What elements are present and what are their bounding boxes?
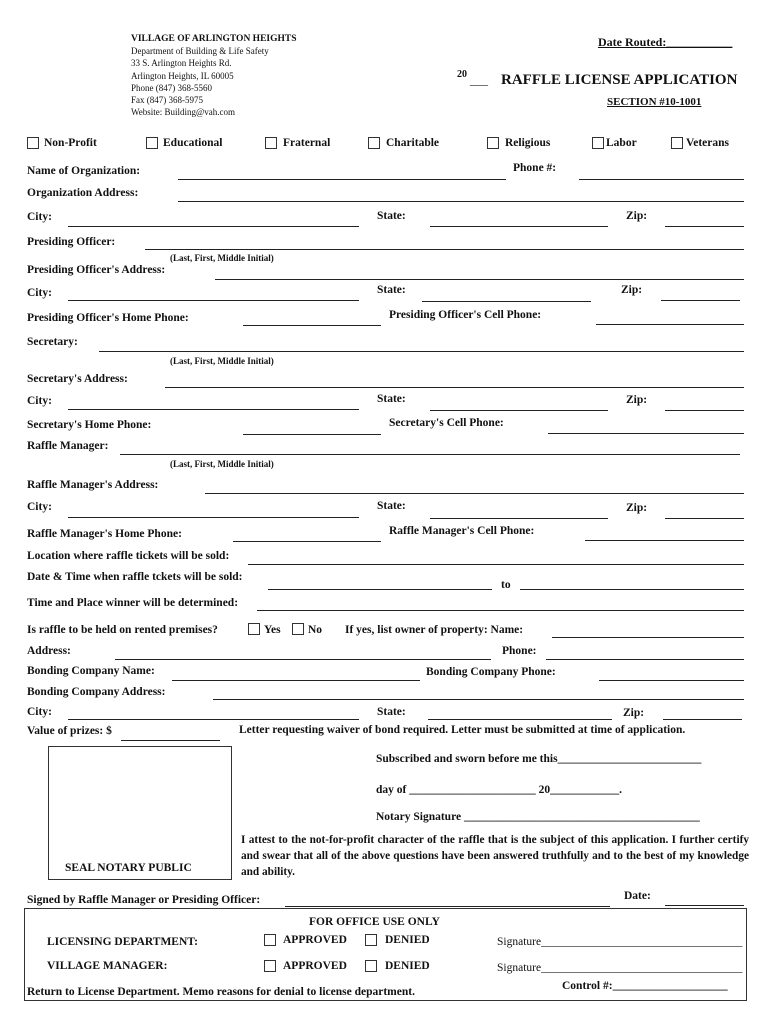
org-name-line[interactable]	[178, 179, 506, 180]
date-time-to-label: to	[501, 579, 511, 591]
bonding-address-label: Bonding Company Address:	[27, 686, 166, 698]
property-phone-label: Phone:	[502, 645, 537, 657]
org-state-line[interactable]	[430, 226, 608, 227]
return-note: Return to License Department. Memo reasons for denial to license department.	[27, 986, 415, 998]
fax-line: Fax (847) 368-5975	[131, 95, 203, 106]
org-state-label: State:	[377, 210, 406, 222]
raffle-manager-address-label: Raffle Manager's Address:	[27, 479, 159, 491]
labor-label: Labor	[606, 137, 637, 149]
seal-notary-label: SEAL NOTARY PUBLIC	[65, 862, 192, 874]
charitable-label: Charitable	[386, 137, 440, 149]
org-phone-line[interactable]	[579, 179, 744, 180]
address-line-1: 33 S. Arlington Heights Rd.	[131, 58, 232, 69]
presiding-cell-phone-line[interactable]	[596, 324, 744, 325]
raffle-manager-label: Raffle Manager:	[27, 440, 109, 452]
signed-by-label: Signed by Raffle Manager or Presiding Officer:	[27, 894, 261, 906]
value-prizes-line[interactable]	[121, 740, 220, 741]
labor-checkbox[interactable]	[592, 137, 604, 149]
signed-by-line[interactable]	[285, 906, 610, 907]
presiding-officer-line[interactable]	[145, 249, 744, 250]
licensing-approved-checkbox[interactable]	[264, 934, 276, 946]
date-time-sold-label: Date & Time when raffle tckets will be sold:	[27, 571, 243, 583]
presiding-zip-label: Zip:	[621, 284, 643, 296]
raffle-state-label: State:	[377, 500, 406, 512]
subscribed-sworn-line[interactable]: Subscribed and sworn before me this_________________________	[376, 753, 702, 765]
secretary-address-line[interactable]	[165, 387, 744, 388]
location-sold-label: Location where raffle tickets will be sold:	[27, 550, 230, 562]
bonding-address-line[interactable]	[213, 699, 744, 700]
raffle-zip-label: Zip:	[626, 502, 648, 514]
time-place-winner-label: Time and Place winner will be determined:	[27, 597, 239, 609]
raffle-manager-address-line[interactable]	[205, 493, 744, 494]
manager-denied-label: DENIED	[385, 960, 430, 972]
secretary-home-phone-label: Secretary's Home Phone:	[27, 419, 152, 431]
raffle-cell-phone-line[interactable]	[585, 540, 744, 541]
secretary-line[interactable]	[99, 351, 744, 352]
presiding-cell-phone-label: Presiding Officer's Cell Phone:	[389, 309, 542, 321]
bonding-city-label: City:	[27, 706, 52, 718]
rented-premises-question: Is raffle to be held on rented premises?	[27, 624, 218, 636]
secretary-city-label: City:	[27, 395, 52, 407]
phone-line: Phone (847) 368-5560	[131, 82, 212, 93]
rented-no-label: No	[308, 624, 323, 636]
bonding-city-line[interactable]	[68, 719, 359, 720]
org-zip-label: Zip:	[626, 210, 648, 222]
presiding-home-phone-line[interactable]	[243, 325, 381, 326]
presiding-address-line[interactable]	[215, 279, 744, 280]
manager-denied-checkbox[interactable]	[365, 960, 377, 972]
raffle-state-line[interactable]	[430, 518, 608, 519]
org-phone-label: Phone #:	[513, 162, 557, 174]
secretary-address-label: Secretary's Address:	[27, 373, 128, 385]
signed-date-label: Date:	[624, 890, 651, 902]
address-line-2: Arlington Heights, IL 60005	[131, 70, 234, 81]
office-use-title: FOR OFFICE USE ONLY	[309, 916, 440, 928]
presiding-city-line[interactable]	[68, 300, 359, 301]
secretary-label: Secretary:	[27, 336, 78, 348]
non-profit-checkbox[interactable]	[27, 137, 39, 149]
website-line: Website: Building@vah.com	[131, 107, 236, 118]
secretary-cell-phone-line[interactable]	[548, 433, 744, 434]
rented-no-checkbox[interactable]	[292, 623, 304, 635]
licensing-approved-label: APPROVED	[283, 934, 347, 946]
bonding-state-line[interactable]	[428, 719, 612, 720]
fraternal-label: Fraternal	[283, 137, 331, 149]
presiding-home-phone-label: Presiding Officer's Home Phone:	[27, 312, 189, 324]
date-time-from-line[interactable]	[268, 589, 492, 590]
property-owner-name-label: If yes, list owner of property: Name:	[345, 624, 524, 636]
bonding-name-line[interactable]	[172, 680, 420, 681]
veterans-checkbox[interactable]	[671, 137, 683, 149]
fraternal-checkbox[interactable]	[265, 137, 277, 149]
secretary-city-line[interactable]	[68, 409, 359, 410]
secretary-state-line[interactable]	[430, 410, 608, 411]
date-time-to-line[interactable]	[520, 589, 744, 590]
rented-yes-label: Yes	[264, 624, 281, 636]
department-name: Department of Building & Life Safety	[131, 46, 269, 57]
property-phone-line[interactable]	[546, 659, 744, 660]
presiding-state-label: State:	[377, 284, 406, 296]
year-blank[interactable]: ___	[470, 73, 488, 87]
presiding-officer-label: Presiding Officer:	[27, 236, 116, 248]
attestation-paragraph: I attest to the not-for-profit character of the raffle that is the subject of this application. I further certify and swear that all of the above questions have been answered truthfully and to the best of my knowledge and ability.	[241, 834, 749, 878]
notary-seal-box	[48, 746, 232, 880]
bonding-phone-line[interactable]	[599, 680, 744, 681]
veterans-label: Veterans	[686, 137, 730, 149]
property-address-line[interactable]	[115, 659, 491, 660]
location-sold-line[interactable]	[248, 564, 744, 565]
village-name: VILLAGE OF ARLINGTON HEIGHTS	[131, 34, 297, 44]
educational-checkbox[interactable]	[146, 137, 158, 149]
org-zip-line[interactable]	[665, 226, 744, 227]
manager-approved-checkbox[interactable]	[264, 960, 276, 972]
org-name-label: Name of Organization:	[27, 165, 141, 177]
date-routed[interactable]: Date Routed:___________	[598, 35, 733, 49]
secretary-name-hint: (Last, First, Middle Initial)	[170, 356, 274, 366]
day-of-line[interactable]: day of ______________________ 20____________.	[376, 784, 622, 796]
secretary-state-label: State:	[377, 393, 406, 405]
bonding-zip-label: Zip:	[623, 707, 645, 719]
org-city-label: City:	[27, 211, 52, 223]
time-place-winner-line[interactable]	[257, 610, 744, 611]
religious-checkbox[interactable]	[487, 137, 499, 149]
manager-approved-label: APPROVED	[283, 960, 347, 972]
presiding-address-label: Presiding Officer's Address:	[27, 264, 166, 276]
raffle-zip-line[interactable]	[665, 518, 744, 519]
licensing-denied-label: DENIED	[385, 934, 430, 946]
presiding-zip-line[interactable]	[661, 300, 740, 301]
org-city-line[interactable]	[68, 226, 359, 227]
presiding-name-hint: (Last, First, Middle Initial)	[170, 253, 274, 263]
educational-label: Educational	[163, 137, 223, 149]
org-address-line[interactable]	[178, 201, 744, 202]
notary-signature-line[interactable]: Notary Signature _________________________________________	[376, 811, 700, 823]
control-number-line[interactable]: Control #:____________________	[562, 980, 728, 992]
raffle-city-line[interactable]	[68, 517, 359, 518]
bonding-zip-line[interactable]	[663, 719, 742, 720]
licensing-department-label: LICENSING DEPARTMENT:	[47, 936, 198, 948]
bonding-phone-label: Bonding Company Phone:	[426, 666, 556, 678]
raffle-cell-phone-label: Raffle Manager's Cell Phone:	[389, 525, 535, 537]
property-address-label: Address:	[27, 645, 71, 657]
office-use-box	[24, 908, 747, 1001]
raffle-manager-name-hint: (Last, First, Middle Initial)	[170, 459, 274, 469]
rented-yes-checkbox[interactable]	[248, 623, 260, 635]
bonding-state-label: State:	[377, 706, 406, 718]
section-number: SECTION #10-1001	[607, 96, 702, 108]
non-profit-label: Non-Profit	[44, 137, 97, 149]
waiver-note: Letter requesting waiver of bond required. Letter must be submitted at time of application.	[239, 724, 686, 736]
village-header	[131, 33, 297, 118]
presiding-state-line[interactable]	[422, 301, 591, 302]
org-address-label: Organization Address:	[27, 187, 139, 199]
religious-label: Religious	[505, 137, 551, 149]
raffle-city-label: City:	[27, 501, 52, 513]
village-manager-label: VILLAGE MANAGER:	[47, 960, 168, 972]
page-title: RAFFLE LICENSE APPLICATION	[501, 72, 738, 88]
signed-date-line[interactable]	[665, 905, 744, 906]
raffle-home-phone-label: Raffle Manager's Home Phone:	[27, 528, 182, 540]
secretary-home-phone-line[interactable]	[243, 434, 381, 435]
raffle-manager-line[interactable]	[120, 454, 740, 455]
value-prizes-label: Value of prizes: $	[27, 725, 112, 737]
secretary-zip-label: Zip:	[626, 394, 648, 406]
secretary-cell-phone-label: Secretary's Cell Phone:	[389, 417, 504, 429]
year-prefix: 20	[457, 69, 467, 80]
charitable-checkbox[interactable]	[368, 137, 380, 149]
manager-signature-line[interactable]: Signature___________________________________	[497, 962, 743, 974]
bonding-name-label: Bonding Company Name:	[27, 665, 155, 677]
secretary-zip-line[interactable]	[665, 410, 744, 411]
property-owner-name-line[interactable]	[552, 637, 744, 638]
presiding-city-label: City:	[27, 287, 52, 299]
licensing-denied-checkbox[interactable]	[365, 934, 377, 946]
licensing-signature-line[interactable]: Signature___________________________________	[497, 936, 743, 948]
raffle-home-phone-line[interactable]	[233, 541, 381, 542]
